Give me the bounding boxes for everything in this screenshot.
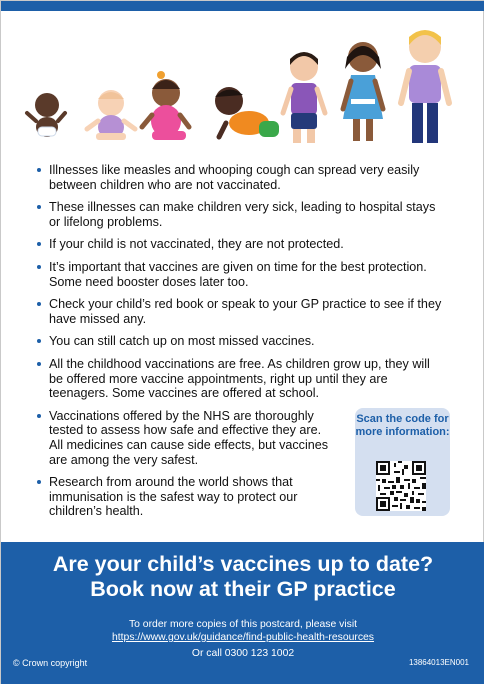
- top-banner: [1, 1, 484, 11]
- order-info: [1, 618, 484, 644]
- product-code: 13864013EN001: [408, 658, 469, 667]
- cta-line-1: Are your child’s vaccines up to date?: [52, 552, 434, 576]
- qr-card: [355, 408, 450, 516]
- qr-label: Scan the code for more information:: [355, 413, 450, 438]
- children-illustration: [21, 23, 461, 149]
- bullet-item: All the childhood vaccinations are free. As children grow up, they will be offered more vaccine appointments, right up until they are teenagers. Some vaccines are offered at school.: [35, 357, 445, 401]
- call-to-action: [1, 552, 484, 602]
- qr-code-icon[interactable]: [376, 461, 426, 511]
- bullet-item: Check your child’s red book or speak to your GP practice to see if they have missed any.: [35, 297, 445, 326]
- bullet-item: These illnesses can make children very sick, leading to hospital stays or lifelong problems.: [35, 200, 445, 229]
- child-icon: [142, 71, 189, 140]
- girl-icon: [283, 52, 325, 143]
- bullet-item: Illnesses like measles and whooping cough can spread very easily between children who are not vaccinated.: [35, 163, 445, 192]
- teen-icon: [343, 42, 383, 141]
- bullet-item: You can still catch up on most missed vaccines.: [35, 334, 445, 349]
- footer-banner: [1, 542, 484, 684]
- cta-line-2: Book now at their GP practice: [90, 577, 396, 601]
- bullet-item: Vaccinations offered by the NHS are thoroughly tested to assess how safe and effective they are. All medicines can cause side effects, but vaccines are among the very safest.: [35, 409, 335, 467]
- boy-icon: [215, 87, 279, 137]
- baby-icon: [27, 93, 65, 137]
- bullet-item: If your child is not vaccinated, they are not protected.: [35, 237, 445, 252]
- copyright: © Crown copyright: [13, 658, 88, 668]
- toddler-icon: [87, 90, 135, 140]
- order-link[interactable]: https://www.gov.uk/guidance/find-public-health-resources: [111, 632, 375, 643]
- teen-icon: [401, 30, 449, 143]
- bullet-item: Research from around the world shows that immunisation is the safest way to protect our children’s health.: [35, 475, 335, 519]
- phone-number: Or call 0300 123 1002: [191, 648, 295, 659]
- order-text: To order more copies of this postcard, please visit: [128, 619, 358, 630]
- bullet-item: It’s important that vaccines are given on time for the best protection. Some need booster doses later too.: [35, 260, 445, 289]
